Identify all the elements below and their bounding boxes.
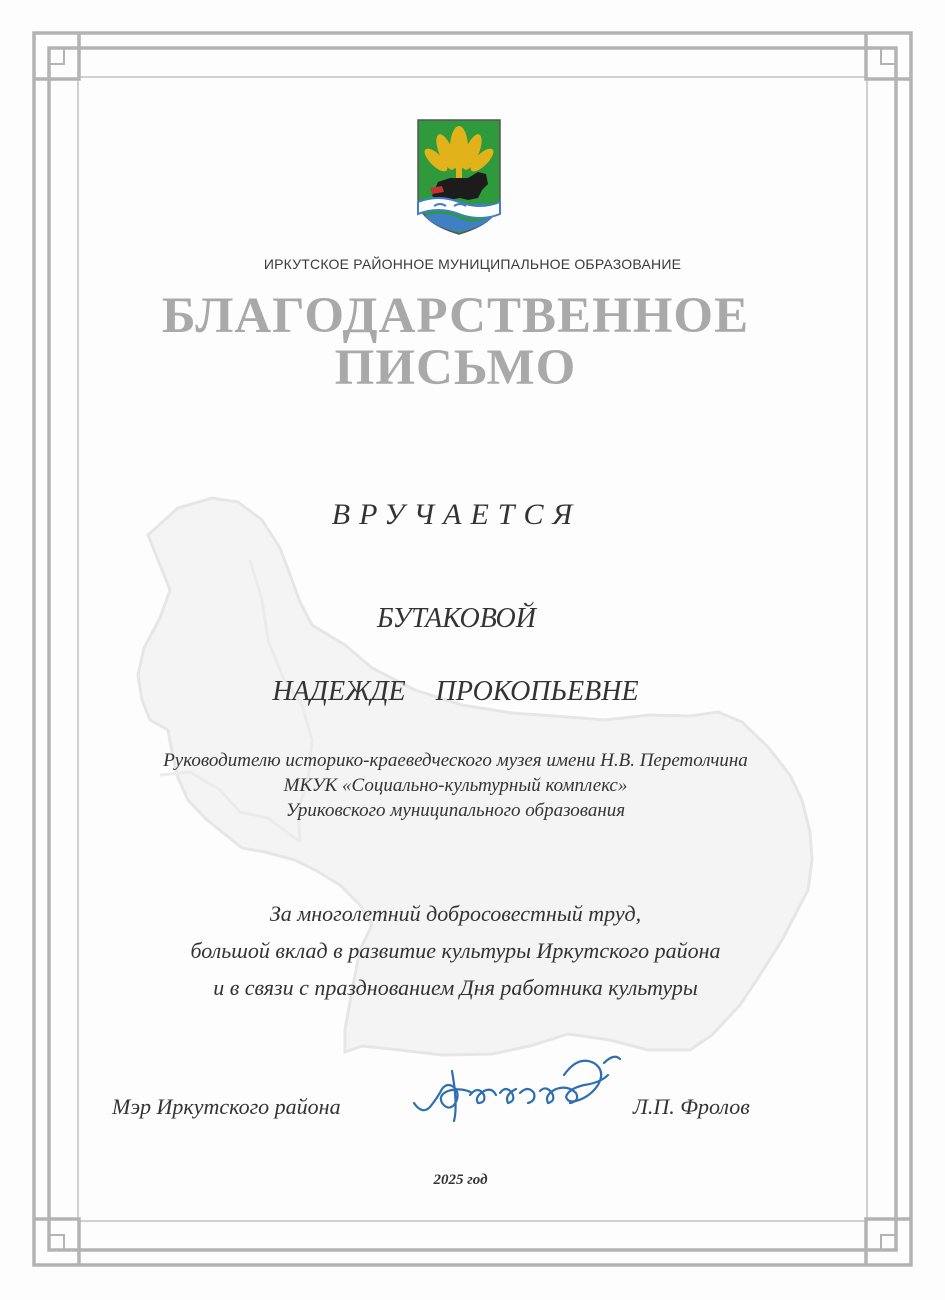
document-title-second-line: ПИСЬМО [334,340,577,396]
issuing-authority: ИРКУТСКОЕ РАЙОННОЕ МУНИЦИПАЛЬНОЕ ОБРАЗОВАНИЕ [263,256,682,272]
award-reason [0,895,928,1006]
recipient-name: НАДЕЖДЕ ПРОКОПЬЕВНЕ [272,676,639,707]
signatory-name: Л.П. Фролов [633,1094,750,1119]
recipient-surname: БУТАКОВОЙ [377,603,536,634]
document-title: БЛАГОДАРСТВЕННОЕ [161,288,750,344]
awarded-to-heading: ВРУЧАЕТСЯ [331,498,582,531]
position-line: Руководителю историко-краеведческого музея имени Н.В. Перетолчина [163,750,748,771]
handwritten-signature [408,1045,628,1125]
document-year: 2025 год [433,1172,488,1188]
reason-line: За многолетний добросовестный труд, [269,901,642,926]
reason-line: и в связи с празднованием Дня работника культуры [213,975,698,1000]
position-line: Уриковского муниципального образования [285,800,626,821]
reason-line: большой вклад в развитие культуры Иркутского района [190,938,721,963]
irkutsk-district-coat-of-arms-icon [416,118,502,236]
signatory-title: Мэр Иркутского района [112,1094,341,1119]
position-line: МКУК «Социально-культурный комплекс» [283,775,628,796]
recipient-position [0,748,928,823]
